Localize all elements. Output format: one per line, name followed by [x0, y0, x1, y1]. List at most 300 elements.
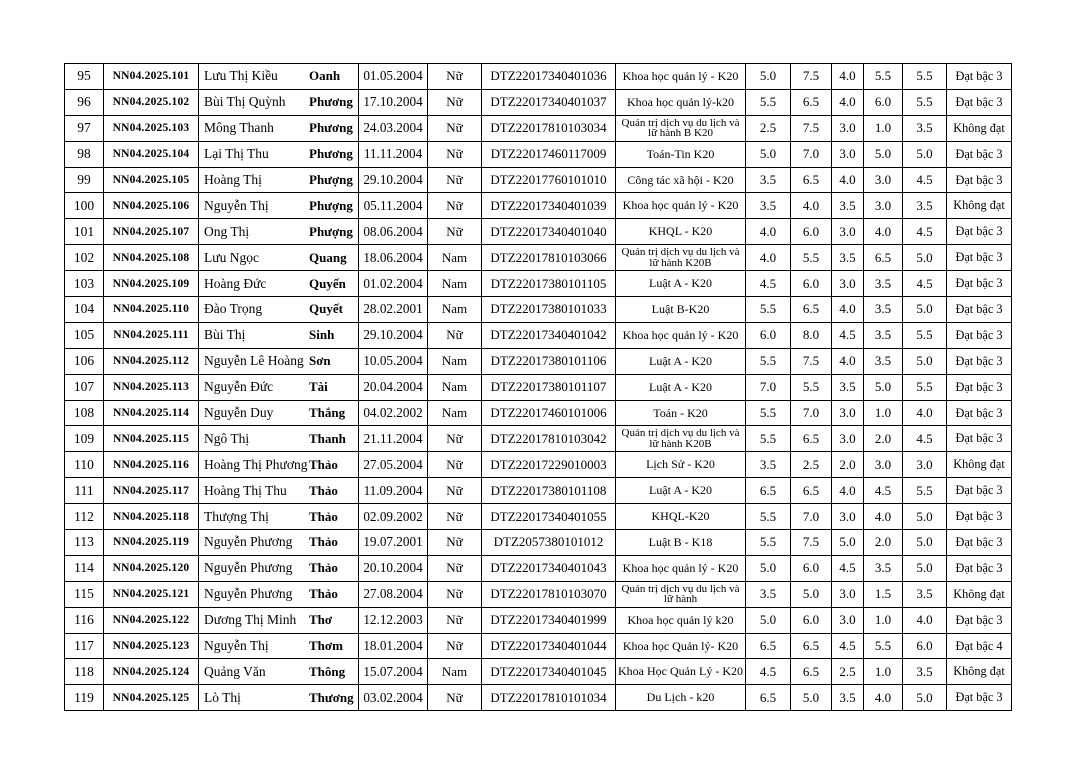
- cell-gender: Nữ: [428, 219, 482, 245]
- major-text: Khoa học quản lý-k20: [627, 94, 734, 109]
- given-name: Phương: [309, 94, 353, 110]
- cell-score-1: 2.5: [746, 115, 791, 141]
- table-row: [65, 607, 1012, 633]
- table-row: [65, 530, 1012, 556]
- cell-date-of-birth: 08.06.2004: [359, 219, 428, 245]
- cell-result: Đạt bậc 3: [947, 348, 1012, 374]
- cell-candidate-code: NN04.2025.115: [104, 426, 199, 452]
- cell-gender: Nữ: [428, 141, 482, 167]
- cell-major: [616, 219, 746, 245]
- table-row: [65, 426, 1012, 452]
- table-row: [65, 452, 1012, 478]
- cell-candidate-code: NN04.2025.113: [104, 374, 199, 400]
- cell-candidate-code: NN04.2025.108: [104, 245, 199, 271]
- given-name: Quang: [309, 249, 347, 265]
- cell-score-5: 5.0: [903, 245, 947, 271]
- cell-candidate-code: NN04.2025.120: [104, 555, 199, 581]
- cell-candidate-code: NN04.2025.111: [104, 322, 199, 348]
- cell-result: Không đạt: [947, 581, 1012, 607]
- cell-score-2: 7.0: [791, 141, 832, 167]
- cell-score-2: 7.5: [791, 64, 832, 90]
- cell-score-2: 7.0: [791, 400, 832, 426]
- family-middle-name: Nguyễn Duy: [204, 405, 274, 421]
- cell-student-id: DTZ22017810103034: [482, 115, 616, 141]
- table-row: [65, 219, 1012, 245]
- cell-result: Đạt bậc 3: [947, 141, 1012, 167]
- cell-score-4: 3.5: [864, 348, 903, 374]
- table-row: [65, 64, 1012, 90]
- given-name: Quyến: [309, 275, 346, 291]
- cell-full-name: [199, 297, 359, 323]
- cell-major: [616, 426, 746, 452]
- cell-score-5: 5.5: [903, 89, 947, 115]
- cell-candidate-code: NN04.2025.101: [104, 64, 199, 90]
- cell-stt: 98: [65, 141, 104, 167]
- results-table-body: [65, 64, 1012, 711]
- table-row: [65, 297, 1012, 323]
- cell-result: Đạt bậc 3: [947, 555, 1012, 581]
- table-row: [65, 245, 1012, 271]
- cell-score-2: 7.5: [791, 530, 832, 556]
- cell-major: [616, 452, 746, 478]
- cell-score-3: 3.0: [832, 504, 864, 530]
- cell-result: Đạt bậc 3: [947, 219, 1012, 245]
- cell-score-3: 3.5: [832, 193, 864, 219]
- cell-score-5: 4.5: [903, 219, 947, 245]
- cell-score-1: 5.0: [746, 555, 791, 581]
- cell-candidate-code: NN04.2025.104: [104, 141, 199, 167]
- cell-stt: 114: [65, 555, 104, 581]
- cell-result: Đạt bậc 3: [947, 504, 1012, 530]
- cell-score-5: 3.5: [903, 659, 947, 685]
- family-middle-name: Bùi Thị Quỳnh: [204, 94, 286, 110]
- cell-score-5: 5.5: [903, 64, 947, 90]
- family-middle-name: Hoàng Thị: [204, 172, 262, 187]
- cell-score-3: 2.0: [832, 452, 864, 478]
- cell-major: [616, 64, 746, 90]
- cell-score-1: 5.5: [746, 504, 791, 530]
- given-name: Thảo: [309, 482, 338, 498]
- cell-stt: 101: [65, 219, 104, 245]
- cell-score-5: 4.5: [903, 167, 947, 193]
- cell-student-id: DTZ22017380101108: [482, 478, 616, 504]
- given-name: Thảo: [309, 456, 338, 472]
- cell-score-5: 3.5: [903, 115, 947, 141]
- cell-score-4: 1.5: [864, 581, 903, 607]
- major-text: Toán-Tin K20: [646, 146, 715, 161]
- family-middle-name: Ngô Thị: [204, 430, 250, 446]
- cell-major: [616, 115, 746, 141]
- cell-major: [616, 322, 746, 348]
- major-text: Khoa học quản lý - K20: [622, 68, 739, 83]
- cell-major: [616, 374, 746, 400]
- cell-score-3: 3.5: [832, 685, 864, 711]
- cell-full-name: [199, 504, 359, 530]
- cell-major: [616, 581, 746, 607]
- cell-score-3: 3.0: [832, 271, 864, 297]
- cell-score-5: 5.0: [903, 504, 947, 530]
- cell-student-id: DTZ22017340401043: [482, 555, 616, 581]
- family-middle-name: Lò Thị: [204, 689, 241, 705]
- cell-full-name: [199, 530, 359, 556]
- cell-score-3: 3.0: [832, 607, 864, 633]
- cell-score-4: 3.5: [864, 271, 903, 297]
- major-text: Khoa học quản lý - K20: [622, 560, 739, 575]
- cell-full-name: [199, 685, 359, 711]
- cell-gender: Nữ: [428, 478, 482, 504]
- cell-stt: 96: [65, 89, 104, 115]
- cell-stt: 95: [65, 64, 104, 90]
- cell-score-1: 3.5: [746, 193, 791, 219]
- family-middle-name: Nguyễn Phương: [204, 534, 293, 550]
- cell-student-id: DTZ22017340401999: [482, 607, 616, 633]
- cell-date-of-birth: 02.09.2002: [359, 504, 428, 530]
- cell-result: Đạt bậc 3: [947, 167, 1012, 193]
- cell-score-1: 4.5: [746, 659, 791, 685]
- cell-score-1: 5.5: [746, 297, 791, 323]
- cell-result: Đạt bậc 3: [947, 374, 1012, 400]
- major-text: Toán - K20: [653, 405, 708, 420]
- cell-stt: 119: [65, 685, 104, 711]
- cell-score-2: 6.0: [791, 607, 832, 633]
- cell-student-id: DTZ22017380101106: [482, 348, 616, 374]
- cell-score-5: 5.0: [903, 685, 947, 711]
- given-name: Phương: [309, 120, 353, 136]
- cell-full-name: [199, 245, 359, 271]
- cell-score-2: 6.0: [791, 219, 832, 245]
- cell-candidate-code: NN04.2025.103: [104, 115, 199, 141]
- cell-major: [616, 555, 746, 581]
- results-table: [64, 63, 1012, 711]
- cell-result: Đạt bậc 3: [947, 89, 1012, 115]
- table-row: [65, 374, 1012, 400]
- major-text: Quản trị dịch vụ du lịch và lữ hành B K20: [621, 116, 740, 140]
- table-row: [65, 478, 1012, 504]
- cell-score-1: 5.5: [746, 348, 791, 374]
- cell-full-name: [199, 115, 359, 141]
- family-middle-name: Ong Thị: [204, 223, 250, 239]
- cell-score-5: 3.0: [903, 452, 947, 478]
- family-middle-name: Bùi Thị: [204, 327, 246, 343]
- table-row: [65, 141, 1012, 167]
- cell-student-id: DTZ22017340401044: [482, 633, 616, 659]
- cell-score-4: 3.5: [864, 297, 903, 323]
- cell-student-id: DTZ22017760101010: [482, 167, 616, 193]
- cell-score-2: 5.0: [791, 581, 832, 607]
- table-row: [65, 348, 1012, 374]
- cell-score-5: 6.0: [903, 633, 947, 659]
- cell-full-name: [199, 426, 359, 452]
- cell-full-name: [199, 219, 359, 245]
- cell-stt: 117: [65, 633, 104, 659]
- cell-result: Đạt bậc 3: [947, 322, 1012, 348]
- cell-student-id: DTZ22017460117009: [482, 141, 616, 167]
- cell-result: Đạt bậc 3: [947, 607, 1012, 633]
- cell-score-3: 3.0: [832, 141, 864, 167]
- cell-date-of-birth: 27.05.2004: [359, 452, 428, 478]
- major-text: Du Lịch - k20: [646, 690, 715, 705]
- cell-date-of-birth: 18.06.2004: [359, 245, 428, 271]
- major-text: Quản trị dịch vụ du lịch và lữ hành: [621, 582, 740, 606]
- cell-student-id: DTZ22017340401042: [482, 322, 616, 348]
- cell-full-name: [199, 193, 359, 219]
- table-row: [65, 555, 1012, 581]
- given-name: Thảo: [309, 560, 338, 576]
- cell-full-name: [199, 64, 359, 90]
- cell-major: [616, 348, 746, 374]
- cell-score-1: 5.0: [746, 141, 791, 167]
- major-text: Luật B - K18: [648, 534, 713, 549]
- cell-candidate-code: NN04.2025.106: [104, 193, 199, 219]
- cell-score-1: 4.0: [746, 219, 791, 245]
- cell-full-name: [199, 633, 359, 659]
- cell-stt: 118: [65, 659, 104, 685]
- cell-stt: 113: [65, 530, 104, 556]
- cell-candidate-code: NN04.2025.124: [104, 659, 199, 685]
- cell-gender: Nữ: [428, 193, 482, 219]
- cell-gender: Nam: [428, 659, 482, 685]
- cell-candidate-code: NN04.2025.109: [104, 271, 199, 297]
- cell-score-1: 5.5: [746, 426, 791, 452]
- cell-result: Đạt bậc 3: [947, 400, 1012, 426]
- cell-full-name: [199, 659, 359, 685]
- cell-gender: Nữ: [428, 607, 482, 633]
- cell-date-of-birth: 01.02.2004: [359, 271, 428, 297]
- cell-student-id: DTZ22017340401045: [482, 659, 616, 685]
- cell-score-3: 4.0: [832, 89, 864, 115]
- cell-stt: 111: [65, 478, 104, 504]
- cell-major: [616, 478, 746, 504]
- table-row: [65, 633, 1012, 659]
- cell-stt: 104: [65, 297, 104, 323]
- cell-gender: Nữ: [428, 581, 482, 607]
- cell-score-4: 3.0: [864, 193, 903, 219]
- cell-candidate-code: NN04.2025.107: [104, 219, 199, 245]
- cell-score-4: 1.0: [864, 659, 903, 685]
- given-name: Phượng: [309, 223, 353, 239]
- cell-score-3: 4.5: [832, 633, 864, 659]
- table-row: [65, 322, 1012, 348]
- cell-score-3: 4.0: [832, 167, 864, 193]
- cell-candidate-code: NN04.2025.121: [104, 581, 199, 607]
- cell-date-of-birth: 15.07.2004: [359, 659, 428, 685]
- family-middle-name: Nguyễn Thị: [204, 197, 269, 213]
- cell-stt: 103: [65, 271, 104, 297]
- cell-date-of-birth: 10.05.2004: [359, 348, 428, 374]
- cell-score-3: 2.5: [832, 659, 864, 685]
- cell-score-1: 6.5: [746, 478, 791, 504]
- cell-candidate-code: NN04.2025.118: [104, 504, 199, 530]
- table-row: [65, 400, 1012, 426]
- cell-full-name: [199, 478, 359, 504]
- cell-stt: 109: [65, 426, 104, 452]
- major-text: Luật A - K20: [649, 353, 712, 368]
- cell-score-5: 3.5: [903, 581, 947, 607]
- cell-gender: Nữ: [428, 452, 482, 478]
- cell-student-id: DTZ22017810103042: [482, 426, 616, 452]
- table-row: [65, 115, 1012, 141]
- table-row: [65, 685, 1012, 711]
- cell-stt: 108: [65, 400, 104, 426]
- cell-score-4: 3.5: [864, 555, 903, 581]
- cell-score-5: 5.0: [903, 530, 947, 556]
- cell-date-of-birth: 20.10.2004: [359, 555, 428, 581]
- cell-score-2: 5.5: [791, 374, 832, 400]
- cell-gender: Nữ: [428, 167, 482, 193]
- cell-score-5: 4.0: [903, 607, 947, 633]
- family-middle-name: Lưu Thị Kiều: [204, 68, 278, 84]
- cell-major: [616, 504, 746, 530]
- cell-score-1: 5.5: [746, 89, 791, 115]
- cell-gender: Nữ: [428, 89, 482, 115]
- major-text: Luật A - K20: [649, 379, 712, 394]
- cell-full-name: [199, 452, 359, 478]
- cell-score-4: 1.0: [864, 400, 903, 426]
- cell-score-2: 6.5: [791, 426, 832, 452]
- cell-score-1: 5.0: [746, 64, 791, 90]
- cell-stt: 110: [65, 452, 104, 478]
- cell-date-of-birth: 21.11.2004: [359, 426, 428, 452]
- cell-stt: 106: [65, 348, 104, 374]
- cell-major: [616, 297, 746, 323]
- cell-full-name: [199, 348, 359, 374]
- cell-score-3: 4.0: [832, 348, 864, 374]
- cell-candidate-code: NN04.2025.114: [104, 400, 199, 426]
- cell-score-2: 6.5: [791, 659, 832, 685]
- cell-result: Đạt bậc 3: [947, 297, 1012, 323]
- cell-score-3: 3.0: [832, 115, 864, 141]
- given-name: Quyết: [309, 301, 343, 317]
- cell-result: Đạt bậc 4: [947, 633, 1012, 659]
- table-row: [65, 193, 1012, 219]
- major-text: Quản trị dịch vụ du lịch và lữ hành K20B: [621, 427, 740, 450]
- cell-score-3: 5.0: [832, 530, 864, 556]
- cell-score-2: 6.5: [791, 89, 832, 115]
- cell-score-2: 6.0: [791, 271, 832, 297]
- cell-score-2: 6.5: [791, 633, 832, 659]
- given-name: Sinh: [309, 327, 335, 343]
- cell-score-5: 5.0: [903, 297, 947, 323]
- cell-student-id: DTZ22017340401036: [482, 64, 616, 90]
- cell-candidate-code: NN04.2025.125: [104, 685, 199, 711]
- cell-score-1: 5.5: [746, 530, 791, 556]
- cell-date-of-birth: 11.09.2004: [359, 478, 428, 504]
- cell-candidate-code: NN04.2025.119: [104, 530, 199, 556]
- cell-gender: Nữ: [428, 555, 482, 581]
- cell-score-2: 6.5: [791, 167, 832, 193]
- cell-gender: Nữ: [428, 685, 482, 711]
- cell-score-4: 1.0: [864, 607, 903, 633]
- cell-score-3: 3.0: [832, 400, 864, 426]
- table-row: [65, 271, 1012, 297]
- cell-score-3: 3.0: [832, 426, 864, 452]
- cell-score-1: 6.5: [746, 685, 791, 711]
- cell-student-id: DTZ22017460101006: [482, 400, 616, 426]
- cell-gender: Nữ: [428, 115, 482, 141]
- cell-score-1: 6.5: [746, 633, 791, 659]
- cell-score-5: 5.5: [903, 478, 947, 504]
- cell-major: [616, 271, 746, 297]
- cell-student-id: DTZ22017810101034: [482, 685, 616, 711]
- cell-score-4: 4.5: [864, 478, 903, 504]
- cell-candidate-code: NN04.2025.105: [104, 167, 199, 193]
- family-middle-name: Nguyễn Đức: [204, 379, 274, 395]
- cell-date-of-birth: 24.03.2004: [359, 115, 428, 141]
- major-text: Khoa học quản lý - K20: [622, 198, 739, 213]
- cell-score-1: 7.0: [746, 374, 791, 400]
- family-middle-name: Lại Thị Thu: [204, 146, 269, 162]
- cell-score-5: 5.5: [903, 322, 947, 348]
- cell-score-4: 3.0: [864, 167, 903, 193]
- cell-score-5: 4.5: [903, 271, 947, 297]
- cell-result: Đạt bậc 3: [947, 271, 1012, 297]
- cell-date-of-birth: 05.11.2004: [359, 193, 428, 219]
- cell-student-id: DTZ22017340401037: [482, 89, 616, 115]
- cell-score-1: 4.5: [746, 271, 791, 297]
- cell-date-of-birth: 01.05.2004: [359, 64, 428, 90]
- cell-full-name: [199, 374, 359, 400]
- cell-major: [616, 633, 746, 659]
- cell-gender: Nữ: [428, 64, 482, 90]
- major-text: Luật B-K20: [651, 301, 710, 316]
- cell-score-3: 4.0: [832, 478, 864, 504]
- cell-gender: Nam: [428, 245, 482, 271]
- cell-result: Không đạt: [947, 452, 1012, 478]
- cell-candidate-code: NN04.2025.116: [104, 452, 199, 478]
- major-text: Công tác xã hội - K20: [627, 172, 734, 187]
- cell-score-1: 4.0: [746, 245, 791, 271]
- cell-stt: 97: [65, 115, 104, 141]
- cell-date-of-birth: 29.10.2004: [359, 322, 428, 348]
- cell-score-2: 4.0: [791, 193, 832, 219]
- cell-score-3: 4.0: [832, 297, 864, 323]
- cell-score-1: 3.5: [746, 167, 791, 193]
- cell-score-4: 6.0: [864, 89, 903, 115]
- cell-major: [616, 400, 746, 426]
- major-text: KHQL - K20: [648, 224, 713, 239]
- cell-gender: Nam: [428, 348, 482, 374]
- cell-score-1: 6.0: [746, 322, 791, 348]
- cell-gender: Nữ: [428, 426, 482, 452]
- given-name: Phượng: [309, 197, 353, 213]
- cell-major: [616, 193, 746, 219]
- given-name: Thảo: [309, 586, 338, 602]
- cell-date-of-birth: 18.01.2004: [359, 633, 428, 659]
- major-text: Khoa học Quản lý- K20: [622, 638, 739, 653]
- cell-score-5: 5.0: [903, 555, 947, 581]
- cell-score-2: 7.5: [791, 348, 832, 374]
- cell-score-4: 1.0: [864, 115, 903, 141]
- cell-score-4: 2.0: [864, 426, 903, 452]
- cell-full-name: [199, 322, 359, 348]
- cell-score-4: 4.0: [864, 504, 903, 530]
- cell-candidate-code: NN04.2025.117: [104, 478, 199, 504]
- cell-major: [616, 167, 746, 193]
- cell-date-of-birth: 04.02.2002: [359, 400, 428, 426]
- cell-major: [616, 685, 746, 711]
- cell-full-name: [199, 89, 359, 115]
- given-name: Thơ: [309, 612, 333, 628]
- major-text: KHQL-K20: [651, 509, 710, 524]
- table-row: [65, 89, 1012, 115]
- cell-date-of-birth: 27.08.2004: [359, 581, 428, 607]
- cell-stt: 100: [65, 193, 104, 219]
- family-middle-name: Hoàng Thị Thu: [204, 482, 287, 498]
- family-middle-name: Quảng Văn: [204, 663, 266, 679]
- cell-gender: Nam: [428, 374, 482, 400]
- cell-date-of-birth: 29.10.2004: [359, 167, 428, 193]
- cell-score-2: 5.0: [791, 685, 832, 711]
